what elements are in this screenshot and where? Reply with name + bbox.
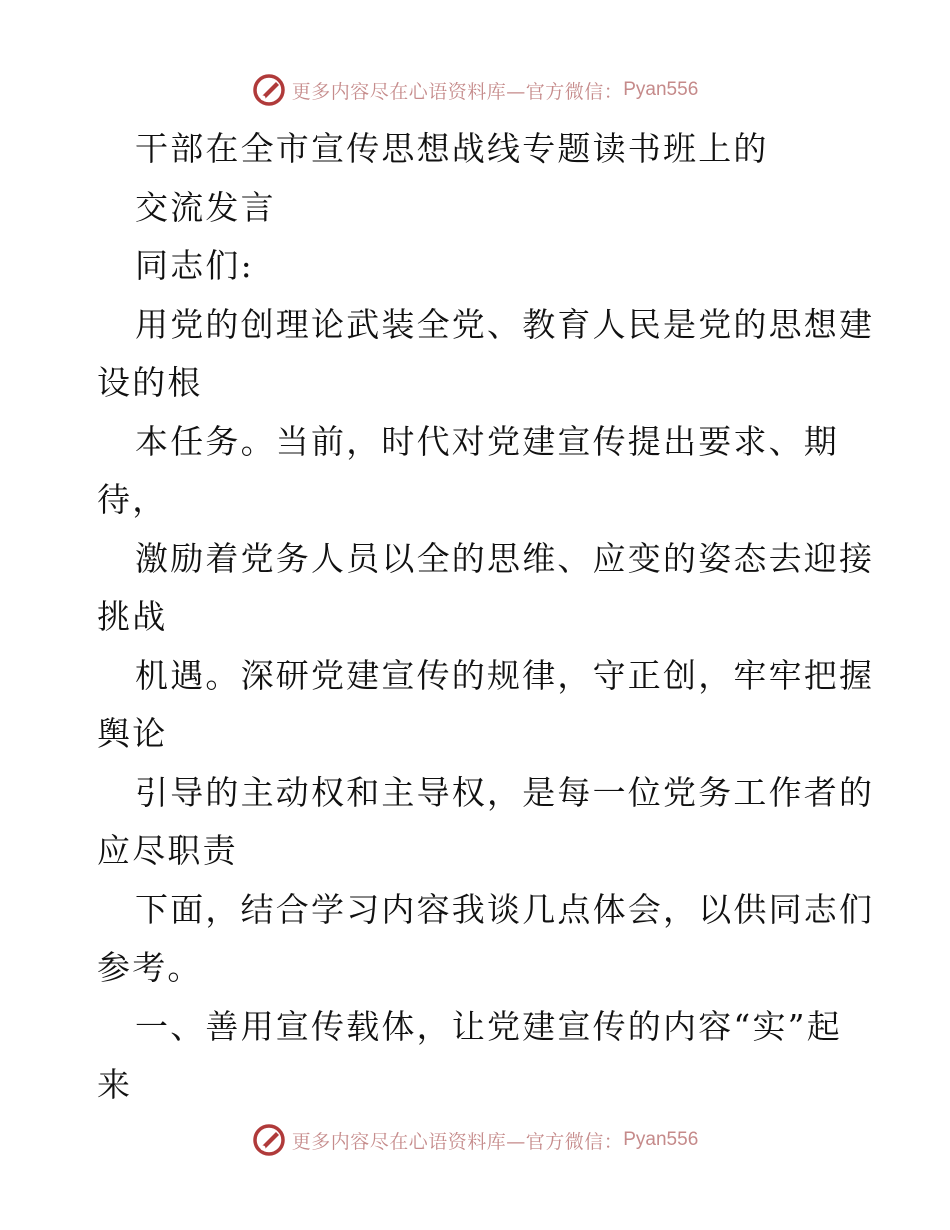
paragraph-line: 应尽职责 bbox=[97, 831, 238, 870]
section-heading-line: 一、善用宣传载体，让党建宣传的内容“实”起 bbox=[135, 1006, 842, 1046]
paragraph-line: 用党的创理论武装全党、教育人民是党的思想建 bbox=[135, 304, 875, 344]
footer-watermark bbox=[0, 1120, 950, 1160]
paragraph-line: 机遇。深研党建宣传的规律，守正创，牢牢把握 bbox=[135, 655, 875, 695]
paragraph-line: 引导的主动权和主导权，是每一位党务工作者的 bbox=[135, 772, 875, 812]
watermark-wechat-id: Pyan556 bbox=[623, 79, 699, 100]
paragraph-line: 设的根 bbox=[97, 363, 203, 402]
paragraph-line: 舆论 bbox=[97, 714, 168, 753]
paragraph-line: 挑战 bbox=[97, 597, 168, 636]
watermark-logo-icon bbox=[252, 73, 286, 107]
header-watermark bbox=[0, 70, 950, 110]
document-title-line: 交流发言 bbox=[135, 187, 276, 227]
paragraph-line: 参考。 bbox=[97, 948, 203, 987]
salutation: 同志们: bbox=[135, 246, 254, 285]
watermark-logo-icon bbox=[252, 1123, 286, 1157]
document-title-line: 干部在全市宣传思想战线专题读书班上的 bbox=[135, 129, 769, 168]
watermark-text: 更多内容尽在心语资料库—官方微信： bbox=[291, 80, 624, 103]
paragraph-line: 激励着党务人员以全的思维、应变的姿态去迎接 bbox=[135, 538, 875, 578]
section-heading-line: 来 bbox=[97, 1065, 133, 1104]
paragraph-line: 本任务。当前，时代对党建宣传提出要求、期 bbox=[135, 421, 839, 461]
paragraph-line: 待， bbox=[97, 480, 168, 519]
paragraph-line: 下面，结合学习内容我谈几点体会，以供同志们 bbox=[135, 889, 875, 929]
watermark-wechat-id: Pyan556 bbox=[623, 1129, 699, 1150]
watermark-text: 更多内容尽在心语资料库—官方微信： bbox=[291, 1130, 624, 1153]
document-body bbox=[97, 120, 875, 1115]
